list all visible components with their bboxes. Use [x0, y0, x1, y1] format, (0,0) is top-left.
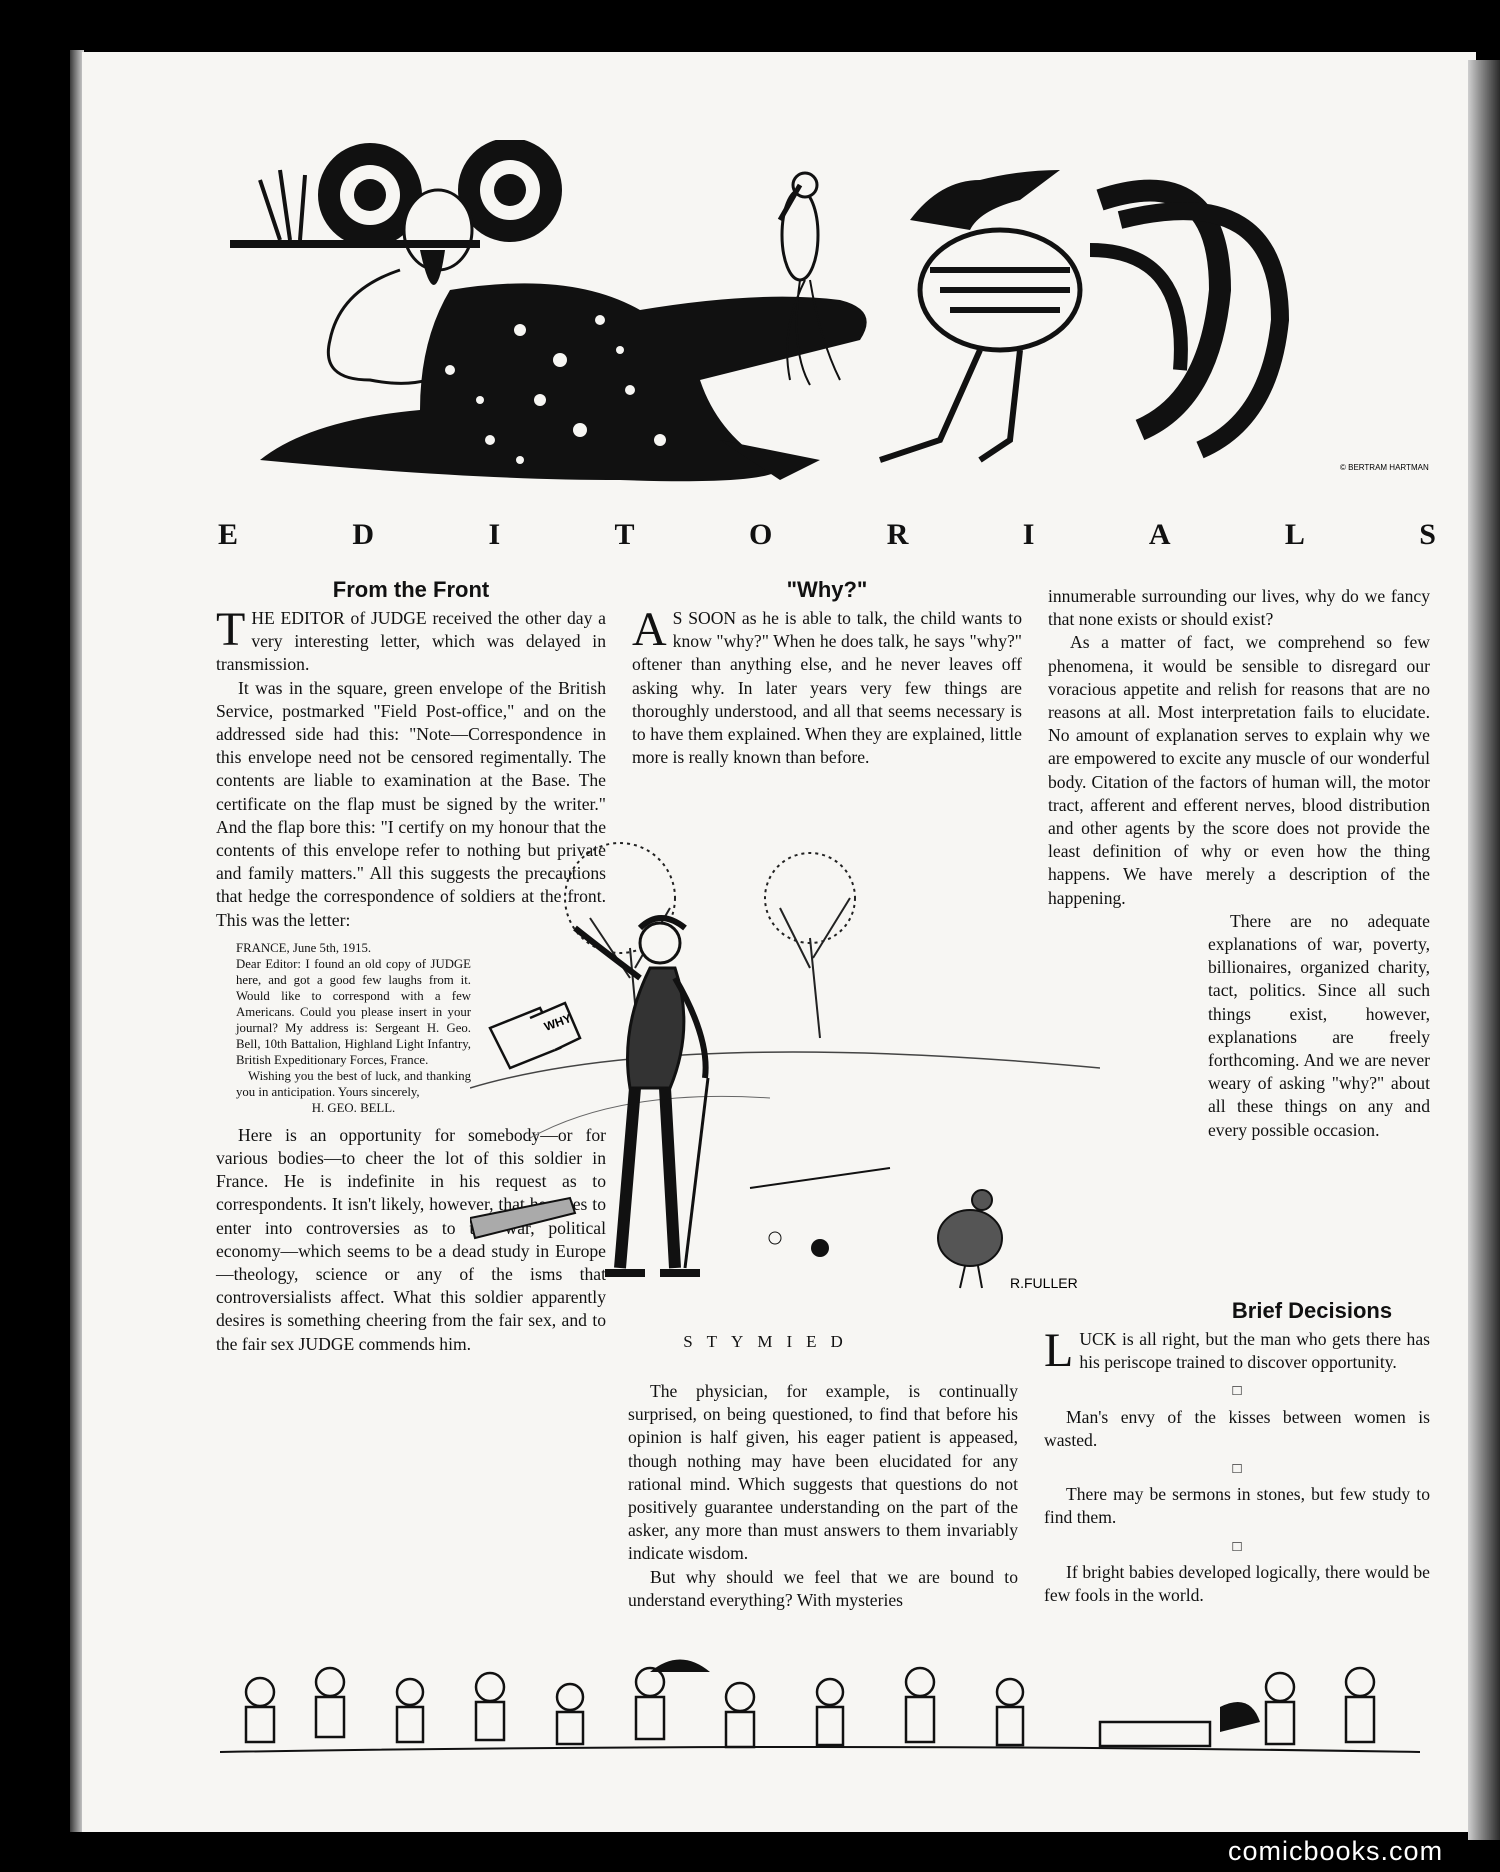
article-paragraph: The physician, for example, is continually surprised, on being questioned, to find that before his opinion is half given, his eager patient is appeased, though nothing may have been elucidated for any rational mind. Which suggests that questions do not positively guarantee understanding on the part of the asker, any more than must answers to them invariably indicate wisdom.: [628, 1381, 1018, 1564]
drop-cap: A: [632, 603, 667, 656]
brief-decision: If bright babies developed logically, there would be few fools in the world.: [1044, 1561, 1430, 1606]
binding-right-edge: [1468, 60, 1500, 1840]
masthead-letter: I: [488, 518, 501, 551]
letter-signature: H. GEO. BELL.: [311, 1100, 396, 1115]
article-paragraph: THE EDITOR of JUDGE received the other day a very interesting letter, which was delayed in transmission.: [216, 603, 606, 675]
golf-ball: [769, 1232, 781, 1244]
article-paragraph: It was in the square, green envelope of the British Service, postmarked "Field Post-office," and on the addressed side had this: "Note—Correspondence in this envelope need not be censored regimentally. The contents are liable to examination at the Base. The certificate on the flap must be signed by the writer." And the flap bore this: "I certify on my honour that the contents of this envelope refer to nothing but private and family matters." All this suggests the precautions that hedge the correspondence of soldiers at the front. This was the letter:: [216, 677, 606, 930]
masthead-letter: I: [1022, 518, 1035, 551]
drop-cap: L: [1044, 1324, 1074, 1377]
golf-bag: [470, 1198, 575, 1238]
column-why-continued: [628, 1380, 1018, 1612]
golf-hole: [811, 1239, 829, 1257]
masthead-letter: A: [1148, 518, 1171, 551]
brief-decision: LUCK is all right, but the man who gets there has his periscope trained to discover opportunity.: [1044, 1324, 1430, 1377]
footer-illustration: [220, 1652, 1420, 1772]
stymied-cartoon: [470, 828, 1100, 1328]
watermark: comicbooks.com: [1228, 1836, 1444, 1866]
article-paragraph: Here is an opportunity for somebody—or for various bodies—to cheer the lot of this soldier in France. He is indefinite in his request as to correspondents. It isn't likely, however, that he cares to enter into controversies as to the war, political economy—which seems to be a dead study in Europe—theology, science or any of the isms that controversialists affect. What this soldier apparently desires is something cheering from the fair sex, and to the fair sex JUDGE commends him.: [216, 1124, 606, 1354]
article-paragraph: As a matter of fact, we comprehend so few phenomena, it would be sensible to disregard our voracious appetite and relish for reasons that are no reasons at all. Most interpretation fails to elucidate. No amount of explanation serves to explain why we are empowered to excite any muscle of our wonderful body. Citation of the factors of human will, the motor tract, afferent and efferent nerves, blood distribution and other agents by the score does not provide the least definition of why or even how the thing happens. We have merely a description of the happening.: [1048, 632, 1430, 908]
masthead-letter: L: [1284, 518, 1305, 551]
drop-cap: T: [216, 603, 246, 656]
masthead-letter: T: [614, 518, 635, 551]
golf-club-ground: [750, 1168, 890, 1188]
separator-box: □: [1232, 1383, 1242, 1400]
golfer-figure: [575, 918, 708, 1273]
article-paragraph: A S SOON as he is able to talk, the child wants to know "why?" When he does talk, he says "why?" oftener than anything else, and he never leaves off asking why. In later years very few things are thoroughly understood, and all that seems necessary is to have them explained. When they are explained, little more is really known than before.: [632, 603, 1022, 768]
artist-credit: © BERTRAM HARTMAN: [1340, 463, 1429, 472]
hen-figure: [938, 1190, 1002, 1288]
masthead-letter: E: [218, 518, 239, 551]
article-paragraph: innumerable surrounding our lives, why do we fancy that none exists or should exist?: [1048, 586, 1430, 630]
brief-decision: There may be sermons in stones, but few study to find them.: [1044, 1484, 1430, 1528]
column-why: [632, 575, 1022, 769]
column-brief-decisions: [1044, 1296, 1430, 1607]
soldier-letter: [236, 940, 471, 1116]
separator-box: □: [1232, 1538, 1242, 1555]
book-icon: [490, 1003, 580, 1068]
letter-date: FRANCE, June 5th, 1915.: [236, 940, 372, 955]
masthead-letter: R: [886, 518, 909, 551]
letter-close: Wishing you the best of luck, and thanking you in anticipation. Yours sincerely,: [236, 1068, 471, 1099]
masthead-letter: O: [748, 518, 773, 551]
cartoon-caption: STYMIED: [683, 1332, 857, 1351]
article-paragraph: There are no adequate explanations of war, poverty, billionaires, organized charity, tact, politics. Since all such things exist, however, explanations are freely forthcoming. And we are never weary of asking "why?" about all these things on any and every possible occasion.: [1208, 910, 1430, 1140]
book-label: WHY: [542, 1011, 574, 1034]
masthead-letter: D: [352, 518, 375, 551]
rooster-figure: [880, 170, 1280, 460]
heading-why: "Why?": [786, 577, 868, 602]
heading-from-the-front: From the Front: [332, 577, 490, 602]
editorials-masthead: [218, 518, 1436, 552]
heading-brief-decisions: Brief Decisions: [1231, 1298, 1393, 1323]
masthead-letter: S: [1419, 518, 1436, 551]
tree-right: [765, 853, 855, 1038]
cartoon-signature: R.FULLER: [1010, 1275, 1078, 1291]
furry-body: [260, 283, 867, 481]
separator-box: □: [1232, 1461, 1242, 1478]
header-illustration: [220, 140, 1460, 510]
article-paragraph: But why should we feel that we are bound to understand everything? With mysteries: [628, 1566, 1018, 1610]
letter-body: Dear Editor: I found an old copy of JUDGE here, and got a good few laughs from it. Would like to correspond with a few Americans. Could you please insert in your journal? My address is: Sergeant H. Geo. Bell, 10th Battalion, Highland Light Infantry, British Expeditionary Forces, France.: [236, 956, 471, 1067]
brief-decision: Man's envy of the kisses between women is wasted.: [1044, 1406, 1430, 1450]
column-why-continued-right: [1048, 585, 1430, 1142]
